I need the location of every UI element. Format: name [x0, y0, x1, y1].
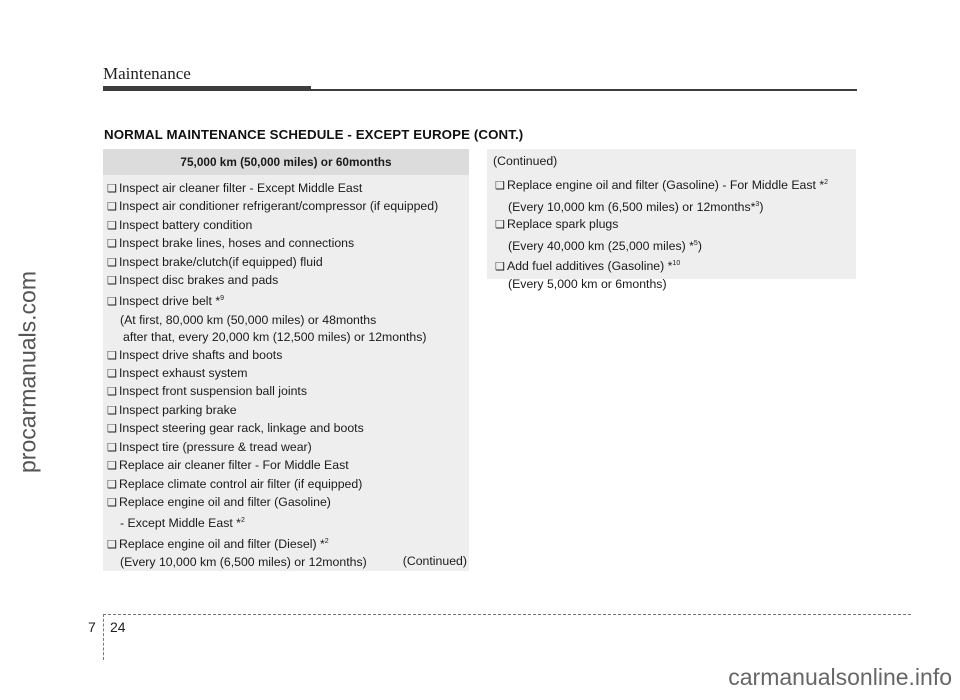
maintenance-list-right: [487, 170, 856, 293]
checklist-item: [103, 198, 469, 216]
checklist-item: [103, 439, 469, 457]
item-detail-text: (At first, 80,000 km (50,000 miles) or 48months: [120, 312, 377, 327]
footer-rule: [103, 614, 911, 615]
checkbox-icon: ❑: [107, 538, 117, 551]
checkbox-icon: ❑: [107, 386, 117, 399]
item-text: Inspect battery condition: [119, 217, 253, 232]
footnote-ref: 5: [693, 239, 698, 247]
checklist-item: [487, 255, 856, 276]
item-text: Replace engine oil and filter (Gasoline): [119, 494, 331, 509]
header-title: Maintenance: [103, 64, 191, 83]
item-text: Inspect front suspension ball joints: [119, 384, 307, 399]
item-text: Inspect brake/clutch(if equipped) fluid: [119, 254, 323, 269]
section-title: NORMAL MAINTENANCE SCHEDULE - EXCEPT EUROPE (CONT.): [104, 127, 524, 142]
checklist-item: [103, 217, 469, 235]
checklist-item: [103, 290, 469, 311]
schedule-panel-right: [487, 149, 856, 292]
checklist-item: [103, 365, 469, 383]
item-detail-text: (Every 40,000 km (25,000 miles) *: [508, 238, 694, 253]
checklist-item: [103, 476, 469, 494]
checkbox-icon: ❑: [107, 460, 117, 473]
item-detail-text: (Every 5,000 km or 6months): [508, 277, 667, 292]
checklist-item: [103, 272, 469, 290]
footer-divider: [103, 614, 104, 660]
checkbox-icon: ❑: [107, 256, 117, 269]
item-text: Inspect drive belt *: [119, 294, 221, 309]
item-text: Replace climate control air filter (if equipped): [119, 476, 363, 491]
continued-note: (Continued): [402, 554, 467, 568]
checklist-item: [103, 494, 469, 512]
item-text: Inspect disc brakes and pads: [119, 273, 279, 288]
item-text: Inspect air cleaner filter - Except Middle East: [119, 181, 363, 195]
item-text: Inspect tire (pressure & tread wear): [119, 439, 312, 454]
checklist-item: [103, 254, 469, 272]
checkbox-icon: ❑: [107, 478, 117, 491]
checklist-item: [103, 383, 469, 401]
checkbox-icon: ❑: [107, 183, 117, 195]
checklist-item: [103, 402, 469, 420]
checklist-item-detail: [103, 512, 469, 532]
checklist-item: [487, 216, 856, 234]
checkbox-icon: ❑: [495, 261, 505, 274]
item-detail-tail: ): [697, 238, 702, 253]
footnote-ref: 10: [672, 260, 681, 268]
item-text: Inspect air conditioner refrigerant/compressor (if equipped): [119, 199, 439, 214]
item-text: Replace engine oil and filter (Diesel) *: [119, 536, 325, 551]
watermark-bottom: carmanualsonline.info: [728, 664, 952, 690]
checklist-item-detail: [103, 329, 469, 346]
checklist-item-detail: [487, 235, 856, 255]
item-detail-text: after that, every 20,000 km (12,500 miles) or 12months): [123, 330, 427, 345]
item-text: Replace air cleaner filter - For Middle East: [119, 458, 349, 473]
checkbox-icon: ❑: [107, 219, 117, 232]
panel-heading: 75,000 km (50,000 miles) or 60months: [103, 149, 469, 175]
watermark-side-text: procarmanuals.com: [14, 271, 41, 473]
schedule-panel-left: [103, 149, 469, 571]
checkbox-icon: ❑: [107, 275, 117, 288]
checklist-item: [103, 420, 469, 438]
checkbox-icon: ❑: [107, 201, 117, 214]
item-detail-tail: ): [759, 199, 764, 214]
item-detail-text: - Except Middle East *: [120, 516, 241, 531]
checklist-item: [103, 347, 469, 365]
checklist-item: [103, 180, 469, 198]
item-text: Inspect exhaust system: [119, 366, 248, 381]
item-detail-text: (Every 10,000 km (6,500 miles) or 12months*: [508, 199, 756, 214]
footnote-ref: 2: [324, 537, 329, 545]
item-text: Replace spark plugs: [507, 217, 619, 232]
header-rule-thick: [103, 86, 311, 91]
page-number: 24: [110, 619, 126, 635]
checklist-item: [103, 235, 469, 253]
checklist-item-detail: [487, 276, 856, 293]
footnote-ref: 9: [220, 295, 225, 303]
checkbox-icon: ❑: [495, 180, 505, 193]
checkbox-icon: ❑: [107, 349, 117, 362]
checkbox-icon: ❑: [495, 219, 505, 232]
checkbox-icon: ❑: [107, 423, 117, 436]
item-text: Inspect drive shafts and boots: [119, 347, 283, 362]
checklist-item-detail: [487, 196, 856, 216]
checkbox-icon: ❑: [107, 441, 117, 454]
item-detail-text: (Every 10,000 km (6,500 miles) or 12months): [120, 555, 367, 570]
checkbox-icon: ❑: [107, 368, 117, 381]
header-rule-thin: [311, 89, 857, 91]
checkbox-icon: ❑: [107, 238, 117, 251]
footnote-ref: 3: [755, 200, 760, 208]
footnote-ref: 2: [240, 517, 245, 525]
checkbox-icon: ❑: [107, 404, 117, 417]
maintenance-list-left: [103, 175, 469, 572]
checklist-item-detail: [103, 312, 469, 329]
checklist-item: [103, 533, 469, 554]
item-text: Inspect parking brake: [119, 402, 237, 417]
item-text: Inspect brake lines, hoses and connections: [119, 236, 355, 251]
item-text: Replace engine oil and filter (Gasoline) - For Middle East *: [507, 178, 825, 193]
continued-note: (Continued): [493, 154, 558, 168]
footnote-ref: 2: [824, 179, 829, 187]
checklist-item: [103, 457, 469, 475]
item-text: Add fuel additives (Gasoline) *: [507, 259, 673, 274]
checklist-item: [487, 174, 856, 195]
checkbox-icon: ❑: [107, 296, 117, 309]
chapter-number: 7: [88, 619, 96, 635]
item-text: Inspect steering gear rack, linkage and boots: [119, 421, 364, 436]
checkbox-icon: ❑: [107, 496, 117, 509]
